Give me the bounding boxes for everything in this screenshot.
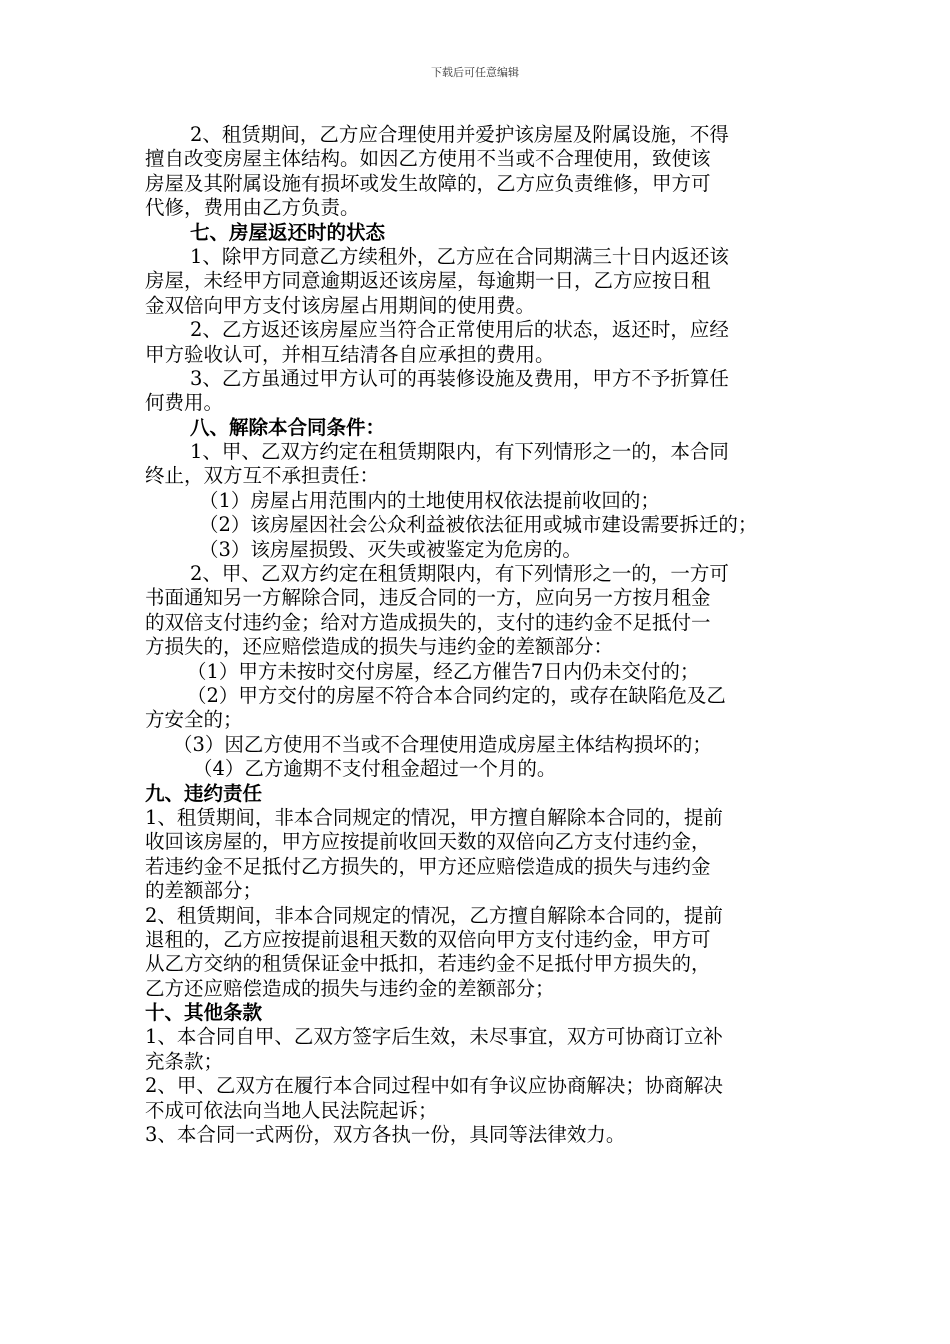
text-line: 2、甲、乙双方在履行本合同过程中如有争议应协商解决；协商解决 — [145, 1074, 723, 1098]
text-line: （4）乙方逾期不支付租金超过一个月的。 — [193, 757, 557, 781]
text-line: 2、租赁期间，乙方应合理使用并爱护该房屋及附属设施，不得 — [190, 123, 729, 146]
text-line: 终止，双方互不承担责任： — [145, 464, 380, 488]
text-line: （1）房屋占用范围内的土地使用权依法提前收回的； — [199, 488, 660, 512]
text-line: 3、乙方虽通过甲方认可的再装修设施及费用，甲方不予折算任 — [190, 366, 729, 390]
text-line: 收回该房屋的，甲方应按提前收回天数的双倍向乙方支付违约金， — [145, 830, 711, 854]
page-header: 下载后可任意编辑 — [431, 66, 519, 79]
text-line: 2、甲、乙双方约定在租赁期限内，有下列情形之一的，一方可 — [190, 562, 729, 586]
text-line: 若违约金不足抵付乙方损失的，甲方还应赔偿造成的损失与违约金 — [145, 854, 711, 878]
text-line: 金双倍向甲方支付该房屋占用期间的使用费。 — [145, 293, 536, 317]
text-line: （2）该房屋因社会公众利益被依法征用或城市建设需要拆迁的； — [199, 513, 758, 537]
text-line: （3）因乙方使用不当或不合理使用造成房屋主体结构损坏的； — [173, 732, 712, 756]
text-line: （2）甲方交付的房屋不符合本合同约定的，或存在缺陷危及乙 — [187, 683, 726, 707]
text-line: 3、本合同一式两份，双方各执一份，具同等法律效力。 — [145, 1123, 626, 1147]
text-line: 不成可依法向当地人民法院起诉； — [145, 1098, 438, 1122]
text-line: 从乙方交纳的租赁保证金中抵扣，若违约金不足抵付甲方损失的， — [145, 952, 711, 976]
section-heading: 八、解除本合同条件： — [190, 415, 386, 439]
section-heading: 七、房屋返还时的状态 — [190, 220, 386, 244]
text-line: 的双倍支付违约金；给对方造成损失的，支付的违约金不足抵付一 — [145, 610, 711, 634]
text-line: 何费用。 — [145, 391, 224, 415]
text-line: 2、乙方返还该房屋应当符合正常使用后的状态，返还时，应经 — [190, 318, 729, 342]
text-line: 方损失的，还应赔偿造成的损失与违约金的差额部分： — [145, 635, 614, 659]
text-line: （3）该房屋损毁、灭失或被鉴定为危房的。 — [199, 537, 582, 561]
text-line: 1、甲、乙双方约定在租赁期限内，有下列情形之一的，本合同 — [190, 440, 729, 464]
text-line: （1）甲方未按时交付房屋，经乙方催告7日内仍未交付的； — [187, 659, 700, 683]
text-line: 1、租赁期间，非本合同规定的情况，甲方擅自解除本合同的，提前 — [145, 805, 723, 829]
text-line: 乙方还应赔偿造成的损失与违约金的差额部分； — [145, 976, 555, 1000]
text-line: 甲方验收认可，并相互结清各自应承担的费用。 — [145, 342, 555, 366]
section-heading: 十、其他条款 — [145, 1001, 263, 1025]
text-line: 1、本合同自甲、乙双方签字后生效，未尽事宜，双方可协商订立补 — [145, 1025, 723, 1049]
text-line: 2、租赁期间，非本合同规定的情况，乙方擅自解除本合同的，提前 — [145, 903, 723, 927]
text-line: 擅自改变房屋主体结构。如因乙方使用不当或不合理使用，致使该 — [145, 147, 711, 171]
text-line: 的差额部分； — [145, 879, 263, 903]
text-line: 1、除甲方同意乙方续租外，乙方应在合同期满三十日内返还该 — [190, 244, 729, 268]
section-heading: 九、违约责任 — [145, 781, 263, 805]
text-line: 充条款； — [145, 1049, 224, 1073]
text-line: 房屋，未经甲方同意逾期返还该房屋，每逾期一日，乙方应按日租 — [145, 269, 711, 293]
text-line: 方安全的； — [145, 708, 243, 732]
document-body — [145, 123, 817, 1147]
text-line: 房屋及其附属设施有损坏或发生故障的，乙方应负责维修，甲方可 — [145, 171, 711, 195]
text-line: 书面通知另一方解除合同，违反合同的一方，应向另一方按月租金 — [145, 586, 711, 610]
text-line: 退租的，乙方应按提前退租天数的双倍向甲方支付违约金，甲方可 — [145, 927, 711, 951]
text-line: 代修，费用由乙方负责。 — [145, 196, 360, 220]
